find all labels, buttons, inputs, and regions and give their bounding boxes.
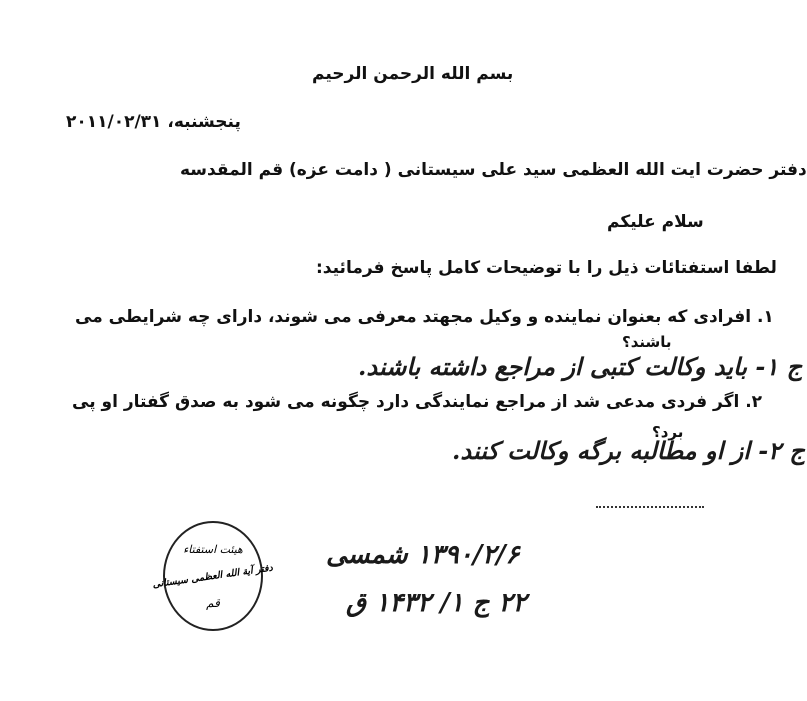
question-2-line-2: برد؟	[652, 423, 684, 441]
question-1-line-2: باشند؟	[622, 333, 672, 351]
question-2-line-1: ۲. اگر فردی مدعی شد از مراجع نمایندگی دارد چگونه می شود به صدق گفتار او پی	[72, 392, 763, 412]
handwritten-date-shamsi: ۱۳۹۰/۲/۶ شمسی	[326, 540, 520, 570]
handwritten-date-hijri: ۲۲ ج ۱/ ۱۴۳۲ ق	[346, 588, 527, 618]
recipient-line: دفتر حضرت ایت الله العظمی سید علی سیستانی ( دامت عزه) قم المقدسه	[180, 160, 807, 180]
question-1-line-1: ۱. افرادی که بعنوان نماینده و وکیل مجهتد معرفی می شوند، دارای چه شرایطی می	[75, 307, 774, 327]
date-line: پنجشنبه، ۲۰۱۱/۰۲/۳۱	[66, 112, 241, 132]
request-line: لطفا استفتائات ذیل را با توضیحات کامل پاسخ فرمائید:	[316, 258, 777, 278]
seal-text-top: هیئت استفتاء	[183, 543, 243, 556]
bismillah-heading: بسم الله الرحمن الرحیم	[312, 64, 514, 84]
seal-graphic	[151, 523, 274, 629]
answer-1-handwritten: ج ۱- باید وکالت کتبی از مراجع داشته باشند.	[358, 352, 803, 381]
dotted-separator	[596, 506, 704, 508]
seal-text-middle: دفتر آیة الله العظمی سیستانی	[151, 562, 274, 591]
seal-text-bottom: قم	[206, 596, 220, 610]
office-seal	[151, 521, 274, 631]
greeting-line: سلام علیکم	[607, 212, 704, 232]
answer-2-handwritten: ج ۲- از او مطالبه برگه وکالت کنند.	[452, 436, 805, 465]
